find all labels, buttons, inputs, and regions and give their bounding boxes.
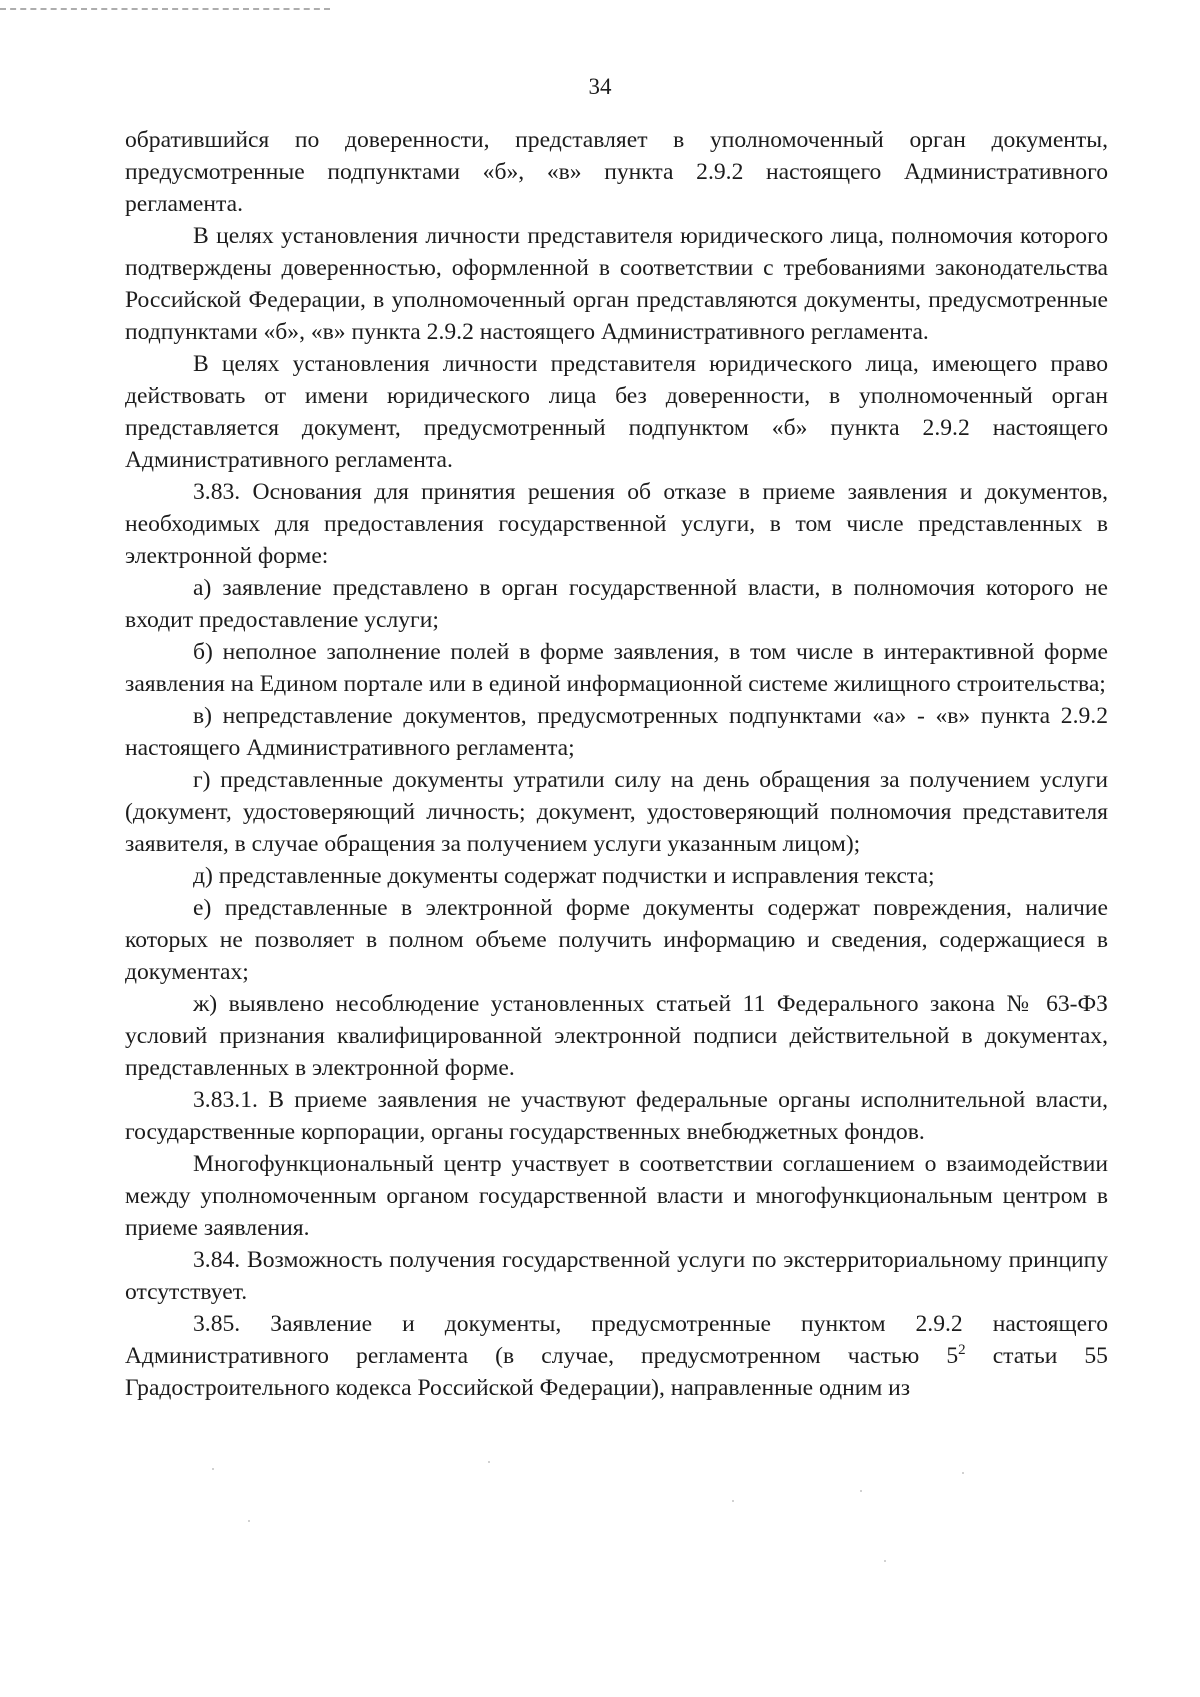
list-item-b: б) неполное заполнение полей в форме заявления, в том числе в интерактивной форме заявления на Едином портале или в единой информационной системе жилищного строительства; [125,639,1108,697]
page-number: 34 [588,74,612,99]
scan-speck [212,1468,214,1470]
list-item-e: е) представленные в электронной форме документы содержат повреждения, наличие которых не позволяет в полном объеме получить информацию и сведения, содержащиеся в документах; [125,895,1108,985]
paragraph-3-85-start: 3.85. Заявление и документы, предусмотренные пунктом 2.9.2 настоящего Административного регламента (в случае, предусмотренном частью 5 [125,1311,1108,1369]
paragraph-3-83-refusal-grounds: 3.83. Основания для принятия решения об отказе в приеме заявления и документов, необходимых для предоставления государственной услуги, в том числе представленных в электронной форме: [125,479,1108,569]
scan-speck [248,1520,250,1522]
paragraph-representative-without-proxy: В целях установления личности представителя юридического лица, имеющего право действовать от имени юридического лица без доверенности, в уполномоченный орган представляется документ, предусмотренный подпунктом «б» пункта 2.9.2 настоящего Административного регламента. [125,351,1108,473]
paragraph-3-85-end: статьи 55 Градостроительного кодекса Российской Федерации), направленные одним из [125,1343,1108,1401]
paragraph-3-84: 3.84. Возможность получения государственной услуги по экстерриториальному принципу отсутствует. [125,1247,1108,1305]
list-item-zh: ж) выявлено несоблюдение установленных статьей 11 Федерального закона № 63-ФЗ условий признания квалифицированной электронной подписи действительной в документах, представленных в электронной форме. [125,991,1108,1081]
list-item-v: в) непредставление документов, предусмотренных подпунктами «а» - «в» пункта 2.9.2 настоящего Административного регламента; [125,703,1108,761]
document-body [125,124,1108,1404]
scan-speck [962,1472,964,1474]
scan-speck [488,1461,490,1463]
superscript: 2 [958,1342,966,1359]
list-item-d: д) представленные документы содержат подчистки и исправления текста; [193,863,935,889]
paragraph-continuation: обратившийся по доверенности, представляет в уполномоченный орган документы, предусмотренные подпунктами «б», «в» пункта 2.9.2 настоящего Административного регламента. [125,127,1108,217]
scan-speck [884,1560,886,1562]
list-item-g: г) представленные документы утратили силу на день обращения за получением услуги (документ, удостоверяющий личность; документ, удостоверяющий полномочия представителя заявителя, в случае обращения за получением услуги указанным лицом); [125,767,1108,857]
scan-speck [732,1500,734,1502]
paragraph-3-85 [125,1308,1108,1404]
list-item-a: а) заявление представлено в орган государственной власти, в полномочия которого не входит предоставление услуги; [125,575,1108,633]
paragraph-mfc: Многофункциональный центр участвует в соответствии соглашением о взаимодействии между уполномоченным органом государственной власти и многофункциональным центром в приеме заявления. [125,1151,1108,1241]
scan-speck [860,1490,862,1492]
paragraph-3-83-1: 3.83.1. В приеме заявления не участвуют федеральные органы исполнительной власти, государственные корпорации, органы государственных внебюджетных фондов. [125,1087,1108,1145]
paragraph-representative-by-proxy: В целях установления личности представителя юридического лица, полномочия которого подтверждены доверенностью, оформленной в соответствии с требованиями законодательства Российской Федерации, в уполномоченный орган представляются документы, предусмотренные подпунктами «б», «в» пункта 2.9.2 настоящего Административного регламента. [125,223,1108,345]
scan-artifact-line [0,8,330,10]
